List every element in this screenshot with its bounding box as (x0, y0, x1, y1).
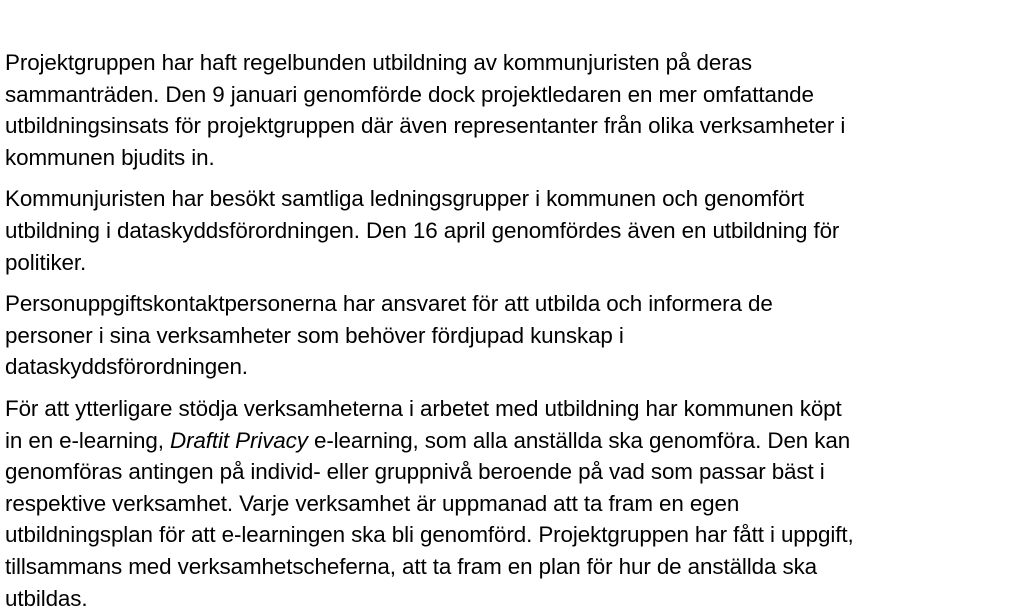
document-body (5, 47, 1020, 612)
e-learning-text-end: e-learning, som alla anställda ska genomföra. Den kan genomföras antingen på individ- eller gruppnivå beroende på vad som passar bäst i respektive verksamhet. Varje verksamhet är uppmanad att ta fram en egen utbildningsplan för att e-learningen ska bli genomförd. Projektgruppen har fått i uppgift, tillsammans med verksamhetscheferna, att ta fram en plan för hur de anställda ska utbildas. (5, 427, 854, 611)
paragraph-lawyer-visits: Kommunjuristen har besökt samtliga ledningsgrupper i kommunen och genomfört utbildning i dataskyddsförordningen. Den 16 april genomfördes även en utbildning för politiker. (5, 186, 840, 275)
paragraph-e-learning (5, 393, 1020, 612)
e-learning-text-start: För att ytterligare stödja verksamheterna i arbetet med utbildning har kommunen köpt in en e-learning, (5, 395, 842, 453)
product-name-italic: Draftit Privacy (170, 427, 308, 453)
paragraph-contact-persons: Personuppgiftskontaktpersonerna har ansvaret för att utbilda och informera de personer i sina verksamheter som behöver fördjupad kunskap i dataskyddsförordningen. (5, 291, 773, 380)
paragraph-training-projectgroup: Projektgruppen har haft regelbunden utbildning av kommunjuristen på deras sammanträden. Den 9 januari genomförde dock projektledaren en mer omfattande utbildningsinsats för projektgruppen där även representanter från olika verksamheter i kommunen bjudits in. (5, 50, 846, 170)
